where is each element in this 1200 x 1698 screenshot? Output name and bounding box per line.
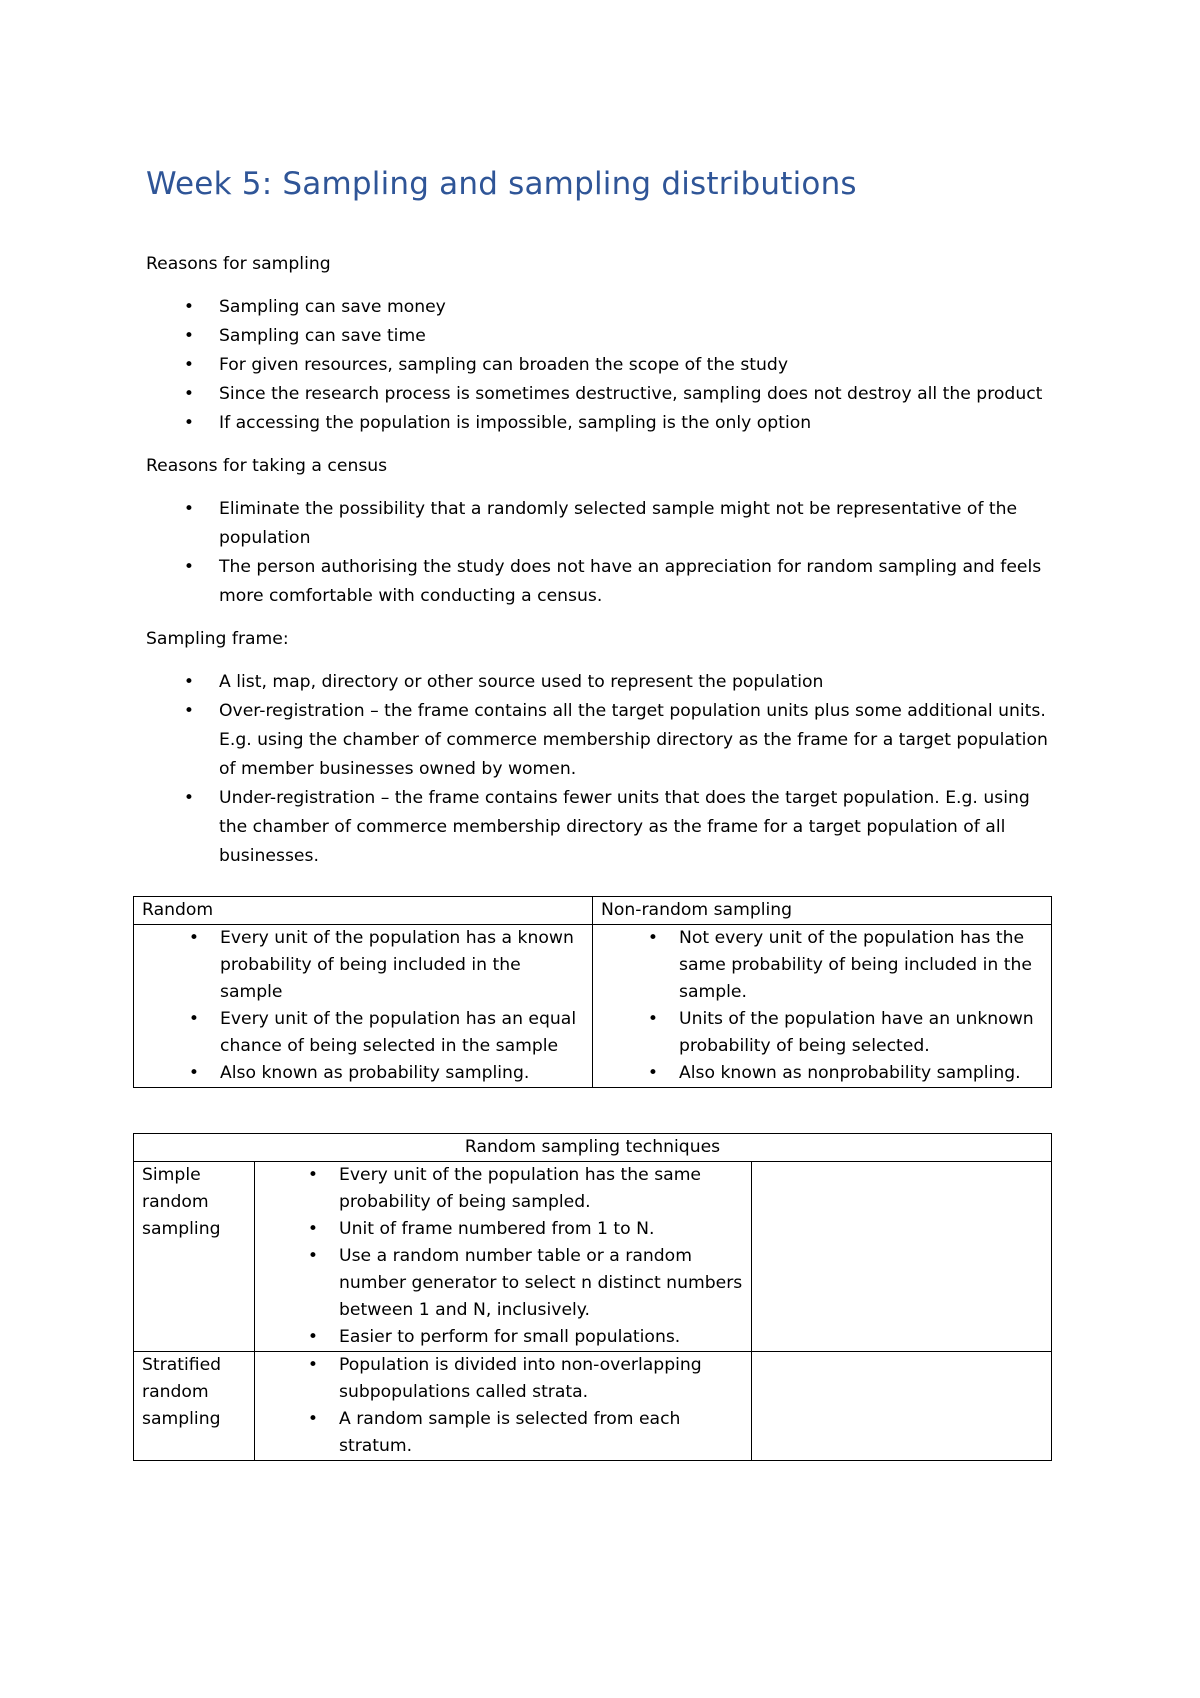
table-row [134,1162,1052,1352]
list-item: • Every unit of the population has a known probability of being included in the sample [142,925,584,1006]
list-item: • A random sample is selected from each stratum. [263,1406,743,1460]
bullet-icon: • [188,928,200,949]
section-heading-sampling-frame: Sampling frame: [146,629,289,650]
random-sampling-techniques-table [133,1133,1052,1461]
random-cell [134,925,593,1088]
list-item: • Sampling can save money [146,293,1056,322]
list-item: • Sampling can save time [146,322,1056,351]
table-header-random: Random [134,897,593,925]
section-heading-reasons-census: Reasons for taking a census [146,456,388,477]
nonrandom-bullet-list [601,925,1043,1087]
list-item: • Units of the population have an unknown probability of being selected. [601,1006,1043,1060]
table-row [134,925,1052,1088]
list-item: • If accessing the population is impossible, sampling is the only option [146,409,1056,438]
bullet-icon: • [307,1355,319,1376]
bullet-icon: • [183,326,195,347]
technique-description [255,1162,752,1352]
bullet-icon: • [183,297,195,318]
list-item: • Not every unit of the population has the same probability of being included in the sample. [601,925,1043,1006]
bullet-icon: • [183,413,195,434]
table-header-nonrandom: Non-random sampling [593,897,1052,925]
bullet-icon: • [183,557,195,578]
list-item: • A list, map, directory or other source used to represent the population [146,668,1056,697]
list-item: • Also known as probability sampling. [142,1060,584,1087]
list-item: • Every unit of the population has the same probability of being sampled. [263,1162,743,1216]
bullet-icon: • [183,672,195,693]
list-item: • Unit of frame numbered from 1 to N. [263,1216,743,1243]
nonrandom-cell [593,925,1052,1088]
bullet-icon: • [183,355,195,376]
document-content [142,166,1056,1461]
list-item: • The person authorising the study does not have an appreciation for random sampling and feels more comfortable with conducting a census. [146,553,1056,611]
techniques-table-title: Random sampling techniques [134,1134,1052,1162]
technique-bullet-list [263,1162,743,1351]
bullet-icon: • [307,1409,319,1430]
bullet-icon: • [307,1165,319,1186]
bullet-icon: • [307,1246,319,1267]
bullet-icon: • [647,1009,659,1030]
technique-label: Simple random sampling [134,1162,255,1352]
bullet-icon: • [183,788,195,809]
list-item: • Under-registration – the frame contains fewer units that does the target population. E.g. using the chamber of commerce membership directory as the frame for a target population of all businesses. [146,784,1056,871]
bullet-icon: • [307,1327,319,1348]
bullet-icon: • [188,1063,200,1084]
section-heading-reasons-sampling: Reasons for sampling [146,254,331,275]
list-item: • Also known as nonprobability sampling. [601,1060,1043,1087]
technique-bullet-list [263,1352,743,1460]
list-item: • Since the research process is sometimes destructive, sampling does not destroy all the product [146,380,1056,409]
page-title: Week 5: Sampling and sampling distributions [146,166,857,202]
list-item: • Use a random number table or a random number generator to select n distinct numbers between 1 and N, inclusively. [263,1243,743,1324]
list-item: • Eliminate the possibility that a randomly selected sample might not be representative of the population [146,495,1056,553]
technique-notes [752,1352,1052,1461]
bullet-icon: • [647,928,659,949]
technique-notes [752,1162,1052,1352]
bullet-icon: • [307,1219,319,1240]
table-row [134,1352,1052,1461]
random-bullet-list [142,925,584,1087]
list-item: • Every unit of the population has an equal chance of being selected in the sample [142,1006,584,1060]
list-item: • Easier to perform for small populations. [263,1324,743,1351]
bullet-icon: • [647,1063,659,1084]
bullet-list-sampling-frame [146,668,1056,871]
random-vs-nonrandom-table [133,896,1052,1088]
bullet-icon: • [183,384,195,405]
table-title-row [134,1134,1052,1162]
list-item: • Over-registration – the frame contains all the target population units plus some additional units. E.g. using the chamber of commerce membership directory as the frame for a target population of member businesses owned by women. [146,697,1056,784]
technique-description [255,1352,752,1461]
list-item: • Population is divided into non-overlapping subpopulations called strata. [263,1352,743,1406]
bullet-list-reasons-census [146,495,1056,611]
bullet-icon: • [183,701,195,722]
bullet-icon: • [183,499,195,520]
bullet-icon: • [188,1009,200,1030]
technique-label: Stratified random sampling [134,1352,255,1461]
bullet-list-reasons-sampling [146,293,1056,438]
table-header-row [134,897,1052,925]
list-item: • For given resources, sampling can broaden the scope of the study [146,351,1056,380]
